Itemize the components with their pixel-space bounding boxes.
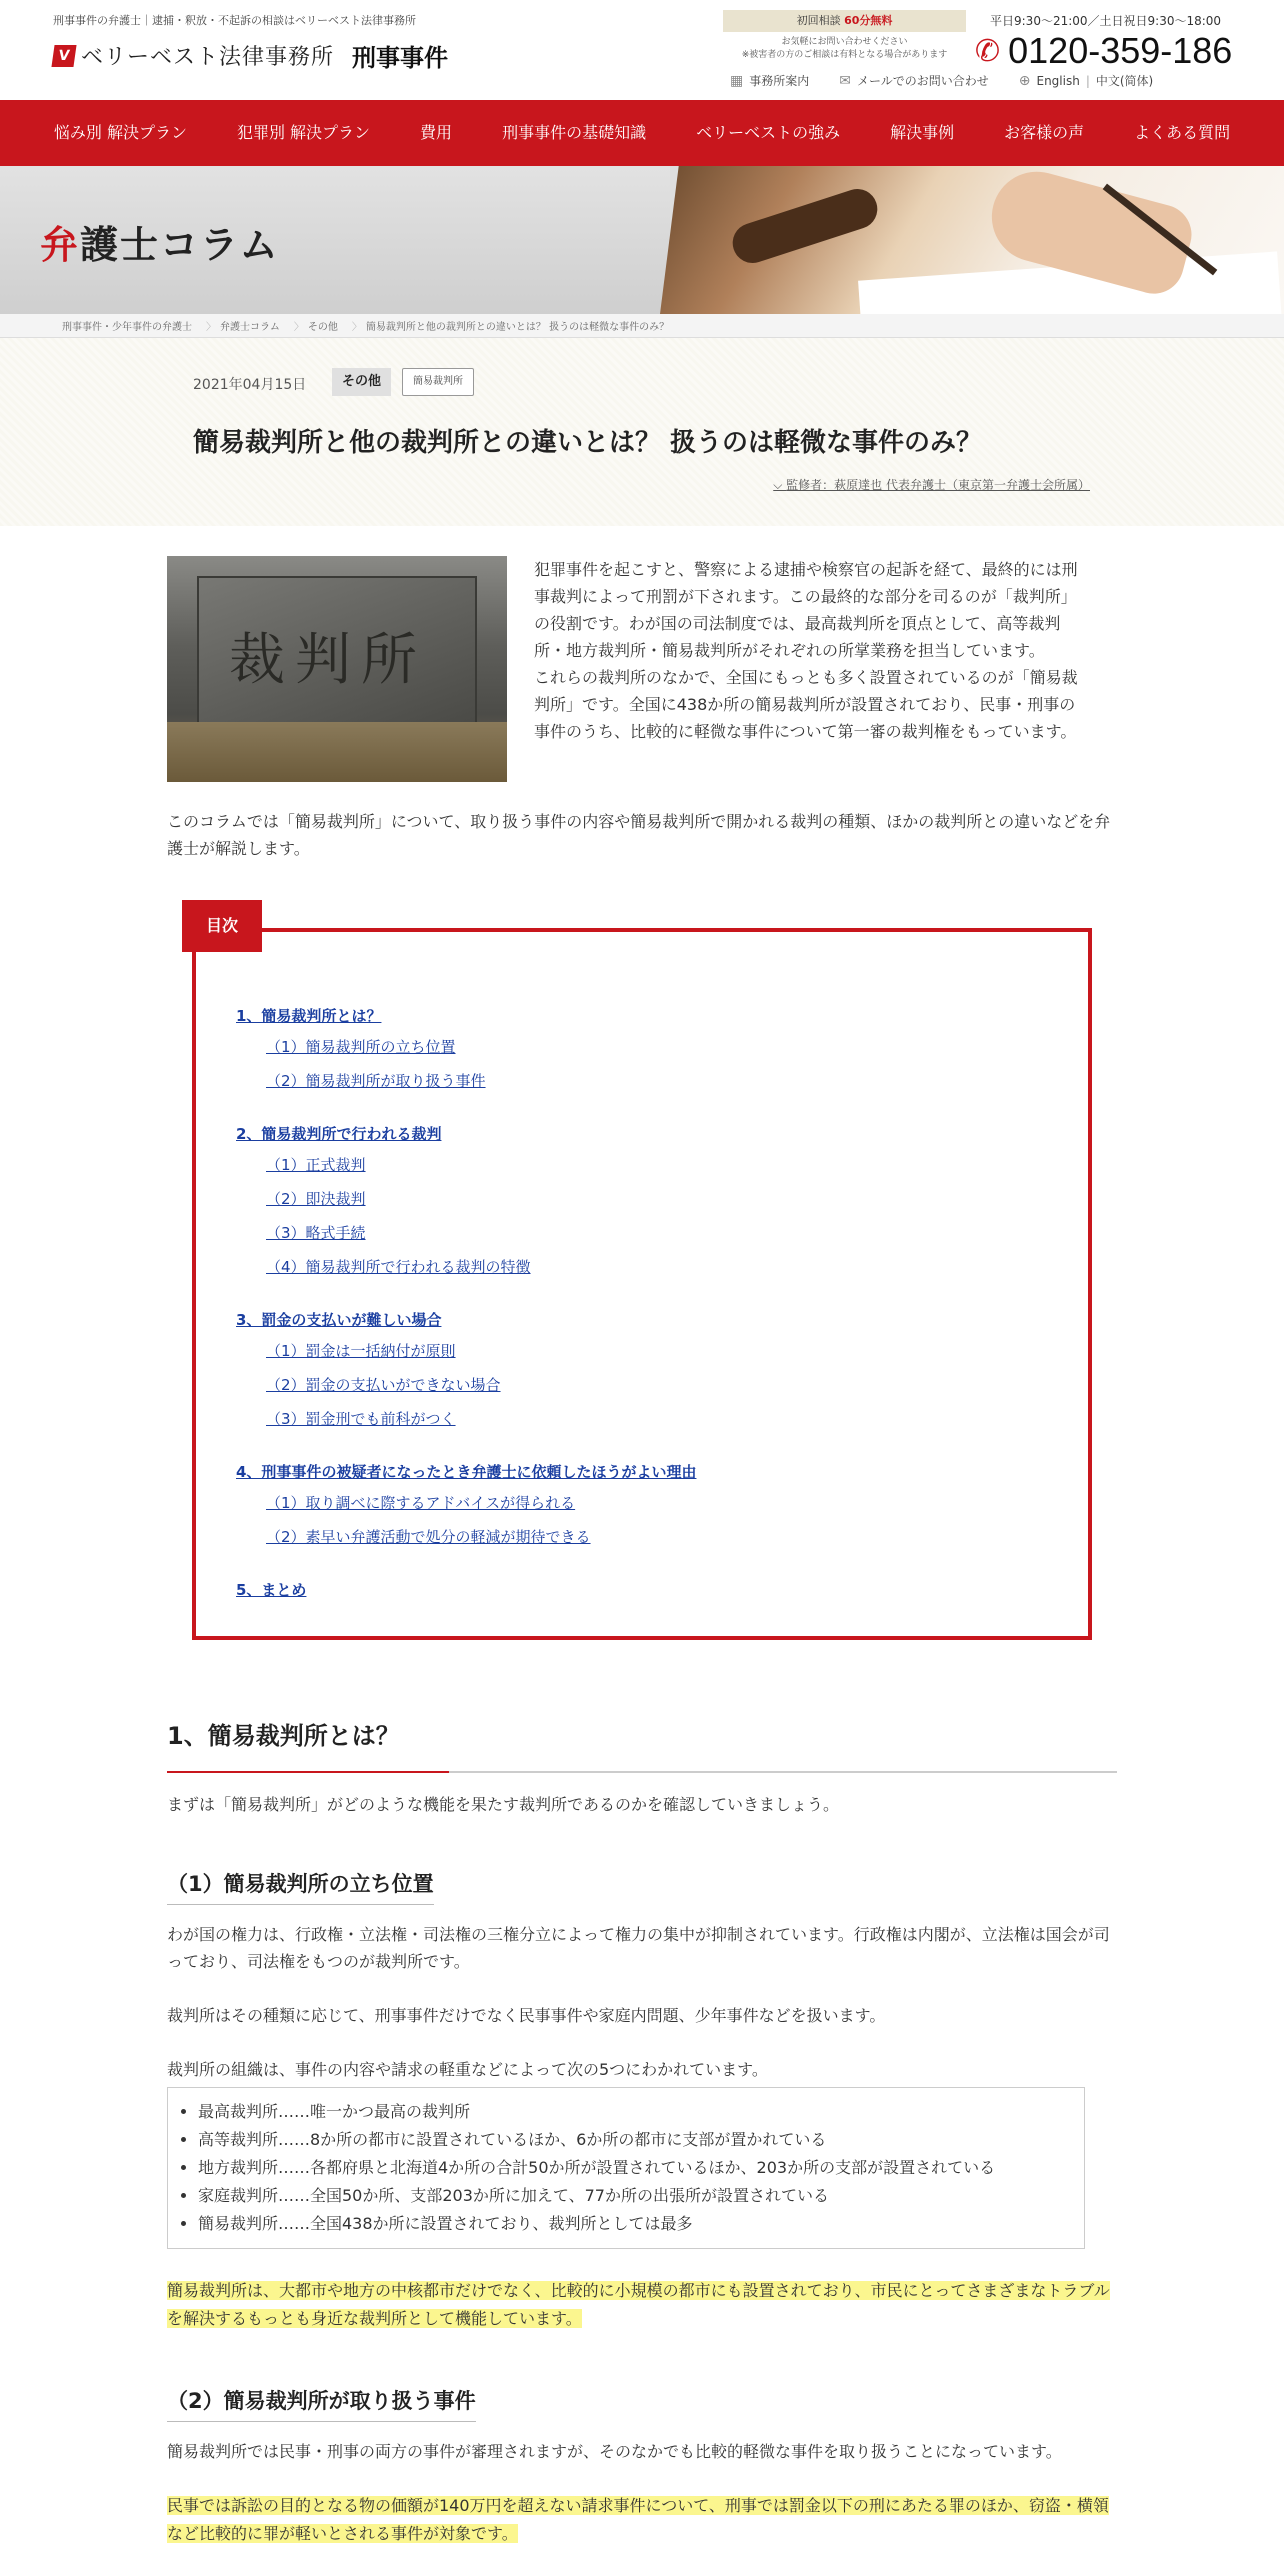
paragraph: 簡易裁判所では民事・刑事の両方の事件が審理されますが、そのなかでも比較的軽微な事件を取り扱うことになっています。: [167, 2442, 1062, 2461]
paragraph: 裁判所はその種類に応じて、刑事事件だけでなく民事事件や家庭内問題、少年事件などを扱います。: [167, 2006, 886, 2025]
toc-sub-link[interactable]: （1）簡易裁判所の立ち位置: [266, 1038, 456, 1056]
header-tagline: 刑事事件の弁護士｜逮捕・釈放・不起訴の相談はベリーベスト法律事務所: [53, 14, 416, 27]
breadcrumb-current: 簡易裁判所と他の裁判所との違いとは？ 扱うのは軽微な事件のみ？: [365, 322, 670, 333]
list-item: • 家庭裁判所……全国50か所、支部203か所に加えて、77か所の出張所が設置されている: [198, 2182, 1064, 2210]
phone-number: 0120-359-186: [1008, 30, 1233, 71]
toc-sub-link[interactable]: （1）罰金は一括納付が原則: [266, 1342, 456, 1360]
court-list: [167, 2087, 1085, 2249]
highlight-paragraph: 民事では訴訟の目的となる物の価額が140万円を超えない請求事件について、刑事では罰金以下の刑にあたる罪のほか、窃盗・横領など比較的に罪が軽いとされる事件が対象です。: [167, 2496, 1109, 2543]
tag-badge[interactable]: 簡易裁判所: [402, 368, 474, 396]
breadcrumb: [0, 314, 1284, 338]
toc-sub-link[interactable]: （4）簡易裁判所で行われる裁判の特徴: [266, 1258, 531, 1276]
subsection-heading: （2）簡易裁判所が取り扱う事件: [167, 2385, 476, 2422]
court-sign-image: 裁判所: [167, 556, 507, 782]
toc-sub-link[interactable]: （2）罰金の支払いができない場合: [266, 1376, 501, 1394]
hero-banner: [0, 166, 1284, 314]
list-item: • 地方裁判所……各都府県と北海道4か所の合計50か所が設置されているほか、203か所の支部が設置されている: [198, 2154, 1064, 2182]
phone-link[interactable]: [975, 30, 1232, 72]
toc-sub-link[interactable]: （3）略式手続: [266, 1224, 366, 1242]
lead-paragraph: このコラムでは「簡易裁判所」について、取り扱う事件の内容や簡易裁判所で開かれる裁判の種類、ほかの裁判所との違いなどを弁護士が解説します。: [167, 812, 1111, 858]
english-link[interactable]: English: [1036, 73, 1080, 88]
toc-sub-link[interactable]: （2）即決裁判: [266, 1190, 366, 1208]
paragraph: 裁判所の組織は、事件の内容や請求の軽重などによって次の5つにわかれています。: [167, 2060, 768, 2079]
consult-note: お気軽にお問い合わせください ※被害者の方のご相談は有料となる場合があります: [741, 37, 948, 60]
toc-sub-link[interactable]: （2）素早い弁護活動で処分の軽減が期待できる: [266, 1528, 591, 1546]
paragraph: わが国の権力は、行政権・立法権・司法権の三権分立によって権力の集中が抑制されています。行政権は内閣が、立法権は国会が司っており、司法権をもつのが裁判所です。: [167, 1925, 1110, 1971]
toc-heading-link[interactable]: 3、罰金の支払いが難しい場合: [236, 1311, 442, 1329]
utility-links: [730, 72, 1153, 89]
toc-heading-link[interactable]: 1、簡易裁判所とは？: [236, 1007, 382, 1025]
logo-name: ベリーベスト法律事務所: [81, 45, 335, 70]
toc-heading-link[interactable]: 4、刑事事件の被疑者になったとき弁護士に依頼したほうがよい理由: [236, 1463, 697, 1481]
main-nav: [0, 100, 1284, 166]
list-item: • 簡易裁判所……全国438か所に設置されており、裁判所としては最多: [198, 2210, 1064, 2238]
article-header: [0, 338, 1284, 526]
breadcrumb-item[interactable]: その他 〉: [308, 318, 352, 333]
free-consult-box: [723, 10, 966, 68]
toc-sub-link[interactable]: （2）簡易裁判所が取り扱う事件: [266, 1072, 486, 1090]
chinese-link[interactable]: 中文(简体): [1095, 74, 1154, 88]
nav-item[interactable]: 犯罪別 解決プラン: [236, 123, 371, 142]
mail-icon: ✉: [839, 72, 851, 89]
section-lead: まずは「簡易裁判所」がどのような機能を果たす裁判所であるのかを確認していきましょう。: [167, 1795, 840, 1814]
table-of-contents: [192, 900, 1092, 1640]
section-heading: 1、簡易裁判所とは？: [167, 1716, 1117, 1773]
mail-link[interactable]: ✉ メールでのお問い合わせ: [839, 72, 989, 89]
highlight-paragraph: 簡易裁判所は、大都市や地方の中核都市だけでなく、比較的に小規模の都市にも設置されており、市民にとってさまざまなトラブルを解決するもっとも身近な裁判所として機能しています。: [167, 2281, 1110, 2328]
hero-image: [660, 166, 1284, 314]
nav-item[interactable]: お客様の声: [1004, 123, 1085, 142]
nav-item[interactable]: 刑事事件の基礎知識: [502, 123, 647, 142]
hero-title: 弁護士コラム: [40, 223, 280, 267]
nav-item[interactable]: 解決事例: [890, 123, 955, 142]
globe-icon: ⊕: [1018, 72, 1031, 89]
category-badge[interactable]: その他: [332, 368, 391, 396]
toc-sub-link[interactable]: （1）取り調べに際するアドバイスが得られる: [266, 1494, 576, 1512]
nav-item[interactable]: 悩み別 解決プラン: [53, 123, 187, 142]
gavel-image: [727, 184, 882, 268]
intro-block: [167, 526, 1117, 808]
breadcrumb-item[interactable]: 刑事事件・少年事件の弁護士 〉: [62, 318, 206, 333]
toc-sub-link[interactable]: （3）罰金刑でも前科がつく: [266, 1410, 456, 1428]
logo-mark-icon: V: [51, 45, 76, 67]
phone-icon: ✆: [975, 33, 1001, 69]
toc-label: 目次: [182, 900, 262, 952]
article-title: 簡易裁判所と他の裁判所との違いとは？ 扱うのは軽微な事件のみ？: [193, 428, 983, 458]
nav-item[interactable]: ベリーベストの強み: [696, 123, 841, 142]
nav-item[interactable]: 費用: [420, 123, 453, 142]
toc-heading-link[interactable]: 2、簡易裁判所で行われる裁判: [236, 1125, 442, 1143]
business-hours: 平日9:30～21:00／土日祝日9:30～18:00: [990, 14, 1222, 28]
toc-list: [236, 1002, 696, 1604]
intro-text: 犯罪事件を起こすと、警察による逮捕や検察官の起訴を経て、最終的には刑事裁判によって刑罰が下されます。この最終的な部分を司るのが「裁判所」の役割です。わが国の司法制度では、最高裁判所を頂点として、高等裁判所・地方裁判所・簡易裁判所がそれぞれの所掌業務を担当しています。 これらの裁判所のなかで、全国にもっとも多く設置されているのが「簡易裁判所」です。全国に438か所の簡易裁判所が設置されており、民事・刑事の事件のうち、比較的に軽微な事件について第一審の裁判権をもっています。: [534, 560, 1078, 741]
subsection-heading: （1）簡易裁判所の立ち位置: [167, 1868, 434, 1905]
logo-sub: 刑事事件: [352, 44, 449, 72]
site-header: [0, 0, 1284, 100]
toc-heading-link[interactable]: 5、まとめ: [236, 1581, 307, 1599]
list-item: • 最高裁判所……唯一かつ最高の裁判所: [198, 2098, 1064, 2126]
breadcrumb-item[interactable]: 弁護士コラム 〉: [220, 318, 294, 333]
office-link[interactable]: ▦ 事務所案内: [730, 72, 810, 89]
building-icon: ▦: [730, 72, 744, 89]
article-body: [167, 526, 1117, 2548]
supervisor-link[interactable]: ⌵ 監修者：萩原達也 代表弁護士（東京第一弁護士会所属）: [773, 478, 1090, 492]
site-logo[interactable]: [53, 38, 448, 73]
toc-sub-link[interactable]: （1）正式裁判: [266, 1156, 366, 1174]
language-links: ⊕ English | 中文(简体): [1018, 72, 1154, 89]
list-item: • 高等裁判所……8か所の都市に設置されているほか、6か所の都市に支部が置かれている: [198, 2126, 1064, 2154]
article-date: 2021年04月15日: [193, 377, 307, 393]
consult-title: 初回相談 60分無料: [723, 10, 966, 32]
nav-item[interactable]: よくある質問: [1134, 123, 1231, 142]
